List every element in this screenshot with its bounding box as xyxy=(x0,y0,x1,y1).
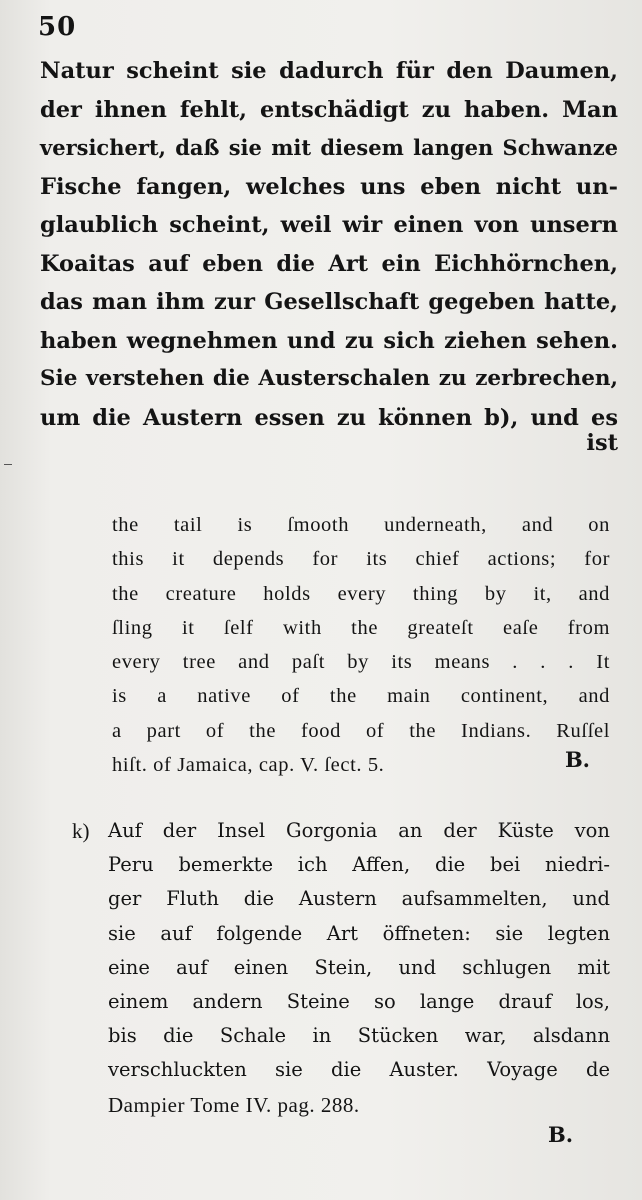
text-line: Natur scheint sie dadurch für den Daumen, xyxy=(40,58,618,84)
footnote-line: a part of the food of the Indians. Ruſſel xyxy=(112,719,610,742)
main-text xyxy=(40,52,618,437)
text-line: Fische fangen, welches uns eben nicht un- xyxy=(40,173,618,200)
footnote-line: einem andern Steine so lange drauf los, xyxy=(108,989,610,1013)
text-line: haben wegnehmen und zu sich ziehen sehen. xyxy=(40,327,618,354)
footnote-line: every tree and paſt by its means . . . It xyxy=(112,651,610,674)
text-line: um die Austern essen zu können b), und es xyxy=(40,404,618,431)
page-number: 50 xyxy=(38,12,77,42)
footnote-line: the tail is ſmooth underneath, and on xyxy=(112,514,610,536)
text-line: Koaitas auf eben die Art ein Eichhörnchen, xyxy=(40,250,618,277)
text-line: das man ihm zur Gesellschaft gegeben hatte, xyxy=(40,289,618,315)
footnote-line: eine auf einen Stein, und schlugen mit xyxy=(108,955,610,979)
footnote-continuation xyxy=(112,508,610,782)
footnote-marker: k) xyxy=(72,819,90,843)
footnote-line: Dampier Tome IV. pag. 288. xyxy=(108,1092,360,1117)
footnote-line: ger Fluth die Austern aufsammelten, und xyxy=(108,887,610,911)
text-line: versichert, daß sie mit diesem langen Schwanze xyxy=(40,135,618,160)
footnote-line: this it depends for its chief actions; for xyxy=(112,548,610,571)
text-line: der ihnen fehlt, entschädigt zu haben. Man xyxy=(40,96,618,123)
footnote-signature: B. xyxy=(564,747,590,772)
footnote-line: sie auf folgende Art öffneten: sie legten xyxy=(108,921,610,945)
footnote-line: Auf der Insel Gorgonia an der Küste von xyxy=(108,819,610,842)
footnote-line: ſling it ſelf with the greateſt eaſe from xyxy=(112,616,610,639)
footnote-line: is a native of the main continent, and xyxy=(112,685,610,708)
footnote-signature: B. xyxy=(548,1122,574,1147)
footnote-line: hiſt. of Jamaica, cap. V. ſect. 5. xyxy=(112,754,385,777)
text-line: glaublich scheint, weil wir einen von unsern xyxy=(40,212,618,238)
footnote-line: Peru bemerkte ich Affen, die bei niedri- xyxy=(108,853,610,877)
footnote-line: the creature holds every thing by it, and xyxy=(112,582,610,605)
catchword: ist xyxy=(586,430,618,456)
margin-mark xyxy=(4,464,12,465)
text-line: Sie verstehen die Austerschalen zu zerbrechen, xyxy=(40,366,618,391)
footnote-line: verschluckten sie die Auster. Voyage de xyxy=(108,1058,610,1082)
footnote-line: bis die Schale in Stücken war, alsdann xyxy=(108,1024,610,1048)
